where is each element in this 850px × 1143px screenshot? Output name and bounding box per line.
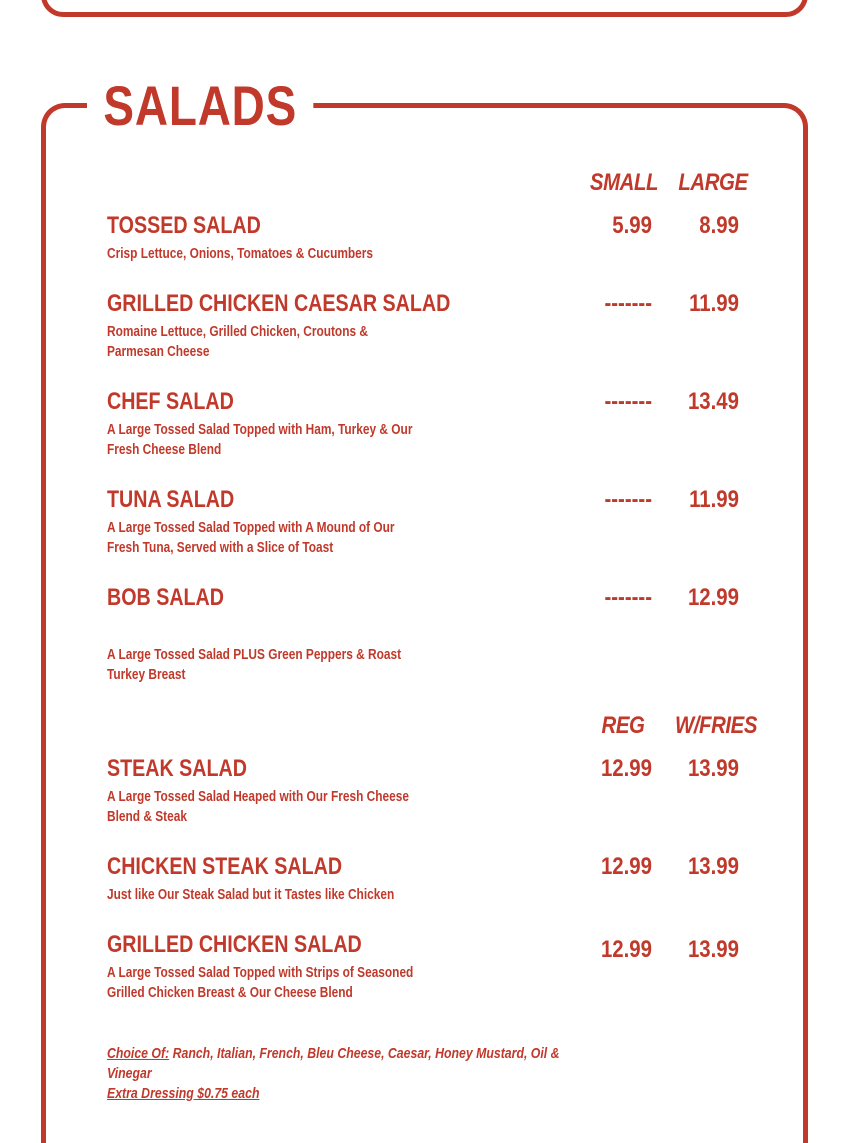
column-header-reg: REG — [601, 712, 645, 739]
price-large: 12.99 — [687, 584, 739, 611]
price-large: 13.49 — [687, 388, 739, 415]
menu-item-description: A Large Tossed Salad Topped with Strips of Seasoned Grilled Chicken Breast & Our Cheese Blend — [107, 965, 414, 1001]
dressing-choice-label: Choice Of: — [107, 1045, 170, 1062]
section-title: SALADS — [87, 74, 314, 138]
price-with-fries: 13.99 — [687, 853, 739, 880]
menu-item-name: CHICKEN STEAK SALAD — [107, 853, 343, 880]
previous-section-frame — [41, 0, 808, 17]
menu-item-name: TUNA SALAD — [107, 486, 235, 513]
price-large: 11.99 — [689, 290, 739, 317]
menu-item-name: BOB SALAD — [107, 584, 224, 611]
extra-dressing-price: Extra Dressing $0.75 each — [107, 1085, 260, 1102]
menu-item-name: TOSSED SALAD — [107, 212, 261, 239]
price-small: ------- — [604, 388, 652, 415]
price-small: ------- — [604, 290, 652, 317]
menu-item-description: Just like Our Steak Salad but it Tastes like Chicken — [107, 887, 395, 903]
menu-item-description: A Large Tossed Salad Topped with A Mound of Our Fresh Tuna, Served with a Slice of Toast — [107, 520, 395, 556]
column-header-small: SMALL — [589, 169, 659, 196]
price-with-fries: 13.99 — [687, 755, 739, 782]
menu-item-description: Crisp Lettuce, Onions, Tomatoes & Cucumbers — [107, 246, 374, 262]
menu-item-name: GRILLED CHICKEN CAESAR SALAD — [107, 290, 451, 317]
price-large: 11.99 — [689, 486, 739, 513]
price-reg: 12.99 — [600, 755, 652, 782]
dressing-choices: Ranch, Italian, French, Bleu Cheese, Caesar, Honey Mustard, Oil & Vinegar — [107, 1045, 560, 1082]
menu-item-description: A Large Tossed Salad Heaped with Our Fresh Cheese Blend & Steak — [107, 789, 409, 825]
menu-item-description: A Large Tossed Salad Topped with Ham, Turkey & Our Fresh Cheese Blend — [107, 422, 413, 458]
price-small: ------- — [604, 584, 652, 611]
price-small: ------- — [604, 486, 652, 513]
price-reg: 12.99 — [600, 936, 652, 963]
column-header-large: LARGE — [678, 169, 748, 196]
price-reg: 12.99 — [600, 853, 652, 880]
menu-item-name: GRILLED CHICKEN SALAD — [107, 931, 362, 958]
menu-item-description: A Large Tossed Salad PLUS Green Peppers & Roast Turkey Breast — [107, 647, 402, 683]
dressing-note — [107, 1044, 599, 1104]
menu-item-name: STEAK SALAD — [107, 755, 247, 782]
menu-item-name: CHEF SALAD — [107, 388, 234, 415]
price-large: 8.99 — [699, 212, 739, 239]
menu-item-description: Romaine Lettuce, Grilled Chicken, Croutons & Parmesan Cheese — [107, 324, 368, 360]
price-with-fries: 13.99 — [687, 936, 739, 963]
price-small: 5.99 — [612, 212, 652, 239]
column-header-with-fries: W/FRIES — [674, 712, 758, 739]
